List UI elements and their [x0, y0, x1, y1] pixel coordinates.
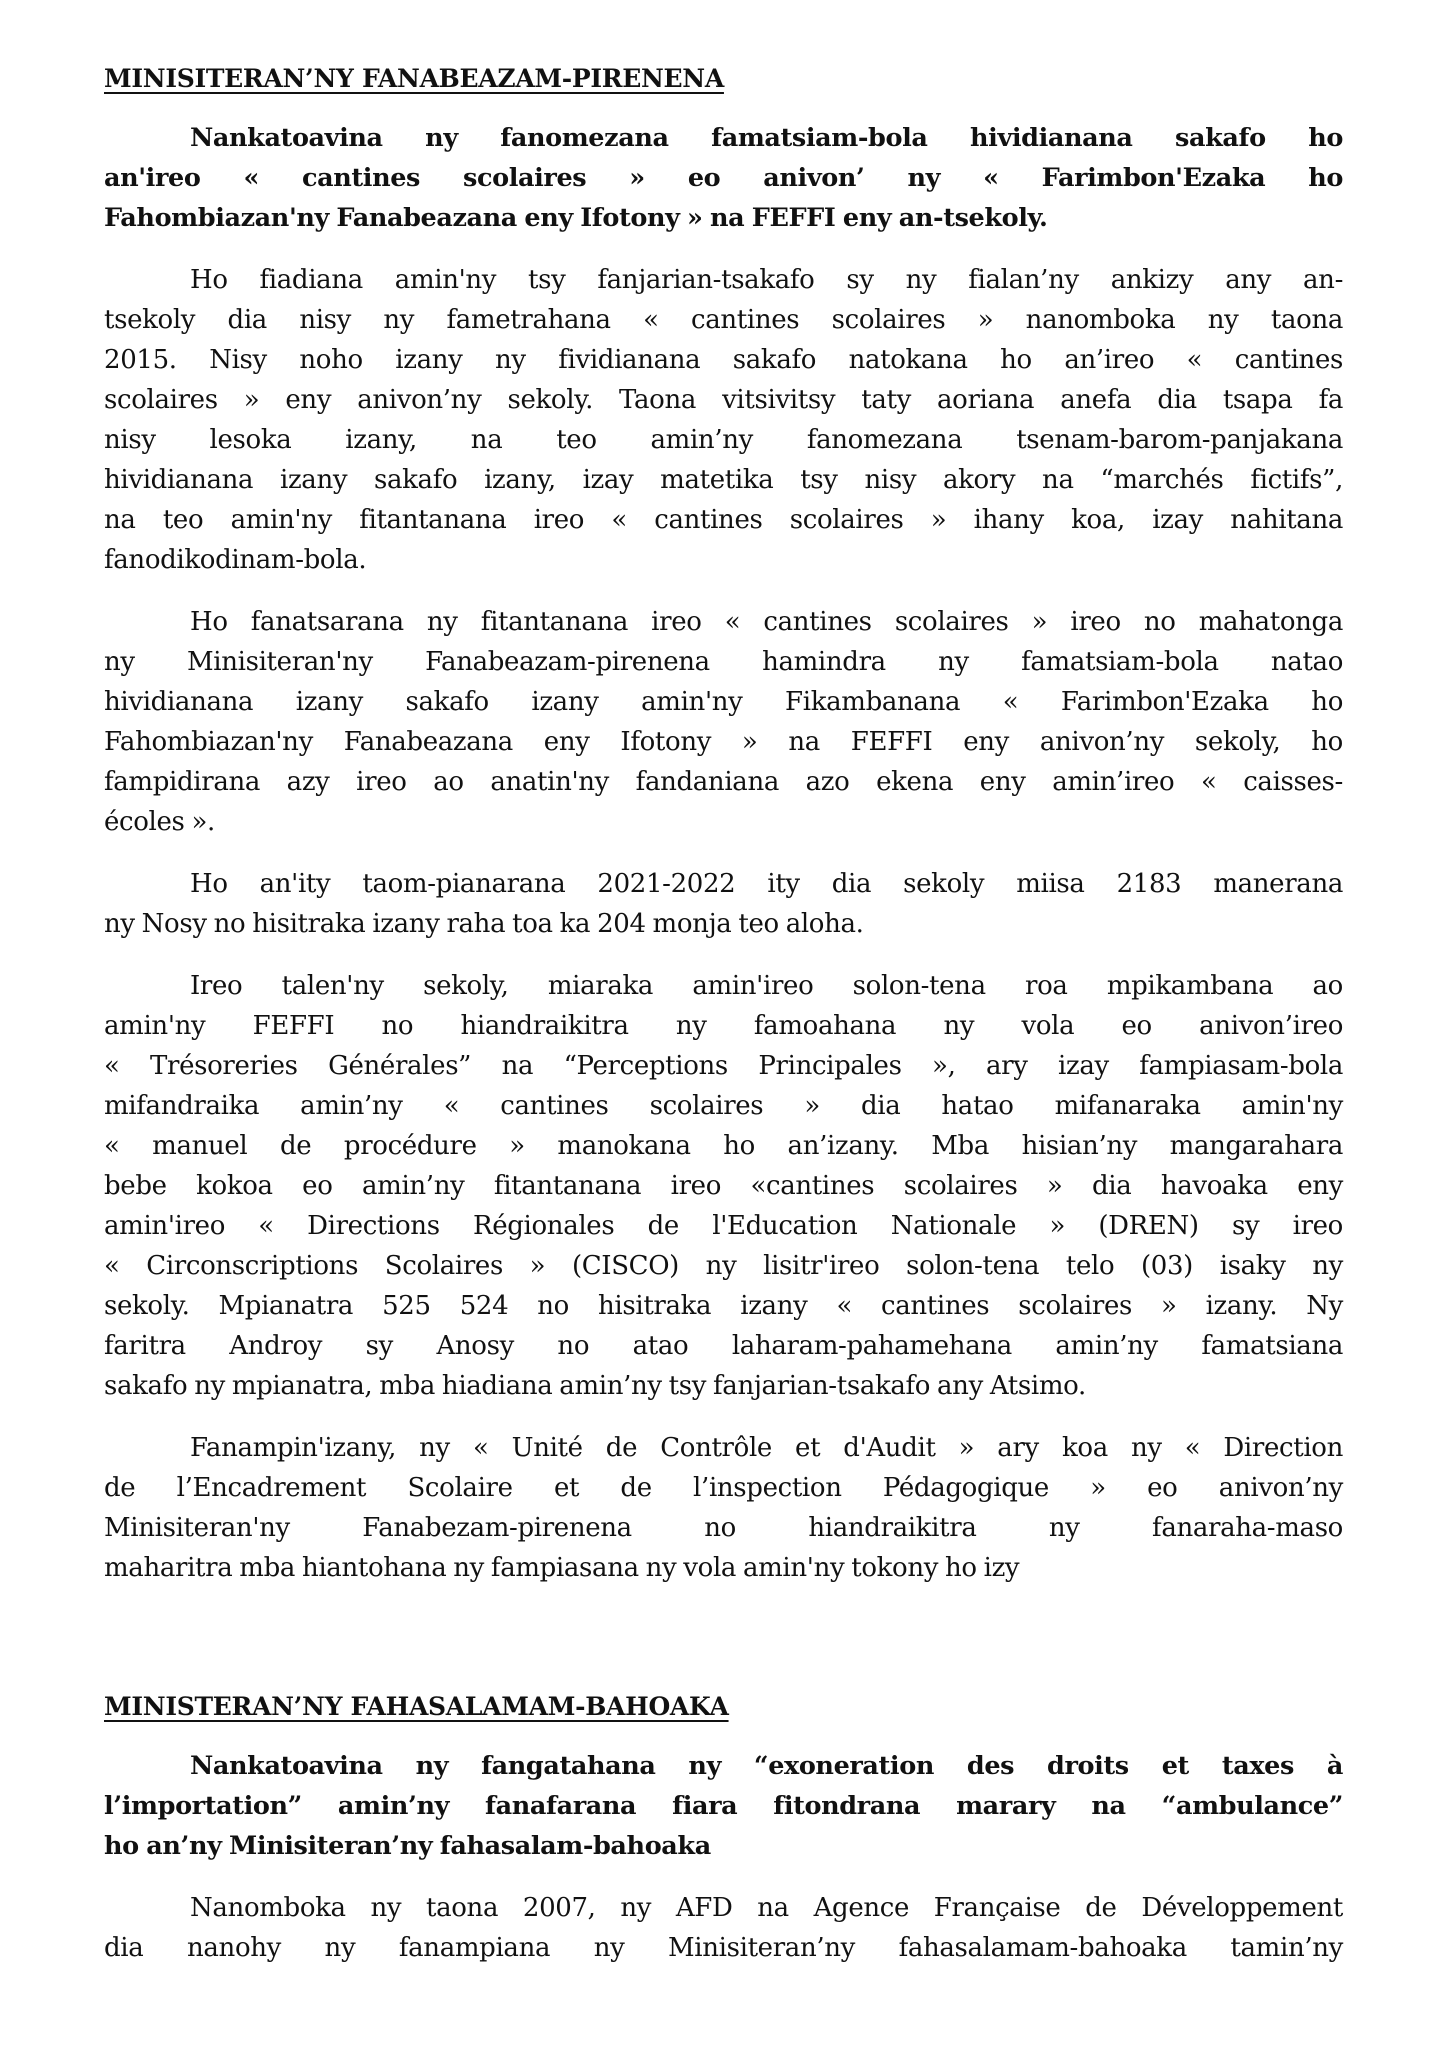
heading-line: ho an’ny Minisiteran’ny fahasalam-bahoaka — [104, 1831, 711, 1861]
text-line: Ho fiadiana amin'ny tsy fanjarian-tsakafo sy ny fialan’ny ankizy any an- — [190, 265, 1343, 295]
text-line: amin'ireo « Directions Régionales de l'Education Nationale » (DREN) sy ireo — [104, 1211, 1343, 1241]
text-line: faritra Androy sy Anosy no atao laharam-pahamehana amin’ny famatsiana — [104, 1331, 1343, 1361]
section-education — [104, 62, 1343, 1588]
text-line: tsekoly dia nisy ny fametrahana « cantines scolaires » nanomboka ny taona — [104, 305, 1343, 335]
text-line: « Circonscriptions Scolaires » (CISCO) ny lisitr'ireo solon-tena telo (03) isaky ny — [104, 1251, 1343, 1281]
text-line: nisy lesoka izany, na teo amin’ny fanomezana tsenam-barom-panjakana — [104, 425, 1343, 455]
text-line: scolaires » eny anivon’ny sekoly. Taona vitsivitsy taty aoriana anefa dia tsapa fa — [104, 385, 1343, 415]
paragraph — [104, 864, 1343, 944]
paragraph — [104, 1888, 1343, 1968]
text-line: Ho fanatsarana ny fitantanana ireo « cantines scolaires » ireo no mahatonga — [190, 607, 1343, 637]
decision-heading — [104, 1746, 1343, 1866]
text-line: de l’Encadrement Scolaire et de l’inspection Pédagogique » eo anivon’ny — [104, 1473, 1343, 1503]
text-line: écoles ». — [104, 807, 215, 837]
text-line: Ho an'ity taom-pianarana 2021-2022 ity dia sekoly miisa 2183 manerana — [190, 869, 1343, 899]
heading-line: Nankatoavina ny fanomezana famatsiam-bola hividianana sakafo ho — [190, 123, 1343, 153]
text-line: fampidirana azy ireo ao anatin'ny fandaniana azo ekena eny amin’ireo « caisses- — [104, 767, 1343, 797]
section-title: MINISTERAN’NY FAHASALAMAM-BAHOAKA — [104, 1692, 729, 1721]
text-line: Minisiteran'ny Fanabezam-pirenena no hiandraikitra ny fanaraha-maso — [104, 1513, 1343, 1543]
text-line: fanodikodinam-bola. — [104, 545, 367, 575]
paragraph — [104, 260, 1343, 580]
heading-line: l’importation” amin’ny fanafarana fiara fitondrana marary na “ambulance” — [104, 1791, 1343, 1821]
text-line: « manuel de procédure » manokana ho an’izany. Mba hisian’ny mangarahara — [104, 1131, 1343, 1161]
text-line: 2015. Nisy noho izany ny fividianana sakafo natokana ho an’ireo « cantines — [104, 345, 1343, 375]
text-line: dia nanohy ny fanampiana ny Minisiteran’ny fahasalamam-bahoaka tamin’ny — [104, 1933, 1343, 1963]
text-line: hividianana izany sakafo izany amin'ny Fikambanana « Farimbon'Ezaka ho — [104, 687, 1343, 717]
text-line: Nanomboka ny taona 2007, ny AFD na Agence Française de Développement — [190, 1893, 1343, 1923]
paragraph — [104, 966, 1343, 1406]
paragraph — [104, 602, 1343, 842]
heading-line: Nankatoavina ny fangatahana ny “exoneration des droits et taxes à — [190, 1751, 1343, 1781]
text-line: ny Minisiteran'ny Fanabeazam-pirenena hamindra ny famatsiam-bola natao — [104, 647, 1343, 677]
heading-line: Fahombiazan'ny Fanabeazana eny Ifotony » na FEFFI eny an-tsekoly. — [104, 203, 1048, 233]
text-line: Ireo talen'ny sekoly, miaraka amin'ireo solon-tena roa mpikambana ao — [190, 971, 1343, 1001]
section-spacer — [104, 1610, 1343, 1690]
text-line: « Trésoreries Générales” na “Perceptions Principales », ary izay fampiasam-bola — [104, 1051, 1343, 1081]
text-line: sakafo ny mpianatra, mba hiadiana amin’ny tsy fanjarian-tsakafo any Atsimo. — [104, 1371, 1086, 1401]
text-line: bebe kokoa eo amin’ny fitantanana ireo «cantines scolaires » dia havoaka eny — [104, 1171, 1343, 1201]
text-line: maharitra mba hiantohana ny fampiasana ny vola amin'ny tokony ho izy — [104, 1553, 1020, 1583]
text-line: amin'ny FEFFI no hiandraikitra ny famoahana ny vola eo anivon’ireo — [104, 1011, 1343, 1041]
heading-line: an'ireo « cantines scolaires » eo anivon’ ny « Farimbon'Ezaka ho — [104, 163, 1343, 193]
section-health — [104, 1690, 1343, 1968]
text-line: Fanampin'izany, ny « Unité de Contrôle et d'Audit » ary koa ny « Direction — [190, 1433, 1343, 1463]
section-title: MINISITERAN’NY FANABEAZAM-PIRENENA — [104, 64, 724, 93]
paragraph — [104, 1428, 1343, 1588]
text-line: sekoly. Mpianatra 525 524 no hisitraka izany « cantines scolaires » izany. Ny — [104, 1291, 1343, 1321]
text-line: Fahombiazan'ny Fanabeazana eny Ifotony » na FEFFI eny anivon’ny sekoly, ho — [104, 727, 1343, 757]
text-line: mifandraika amin’ny « cantines scolaires » dia hatao mifanaraka amin'ny — [104, 1091, 1343, 1121]
document-page — [104, 62, 1343, 1990]
text-line: hividianana izany sakafo izany, izay matetika tsy nisy akory na “marchés fictifs”, — [104, 465, 1343, 495]
decision-heading — [104, 118, 1343, 238]
text-line: ny Nosy no hisitraka izany raha toa ka 204 monja teo aloha. — [104, 909, 864, 939]
text-line: na teo amin'ny fitantanana ireo « cantines scolaires » ihany koa, izay nahitana — [104, 505, 1343, 535]
